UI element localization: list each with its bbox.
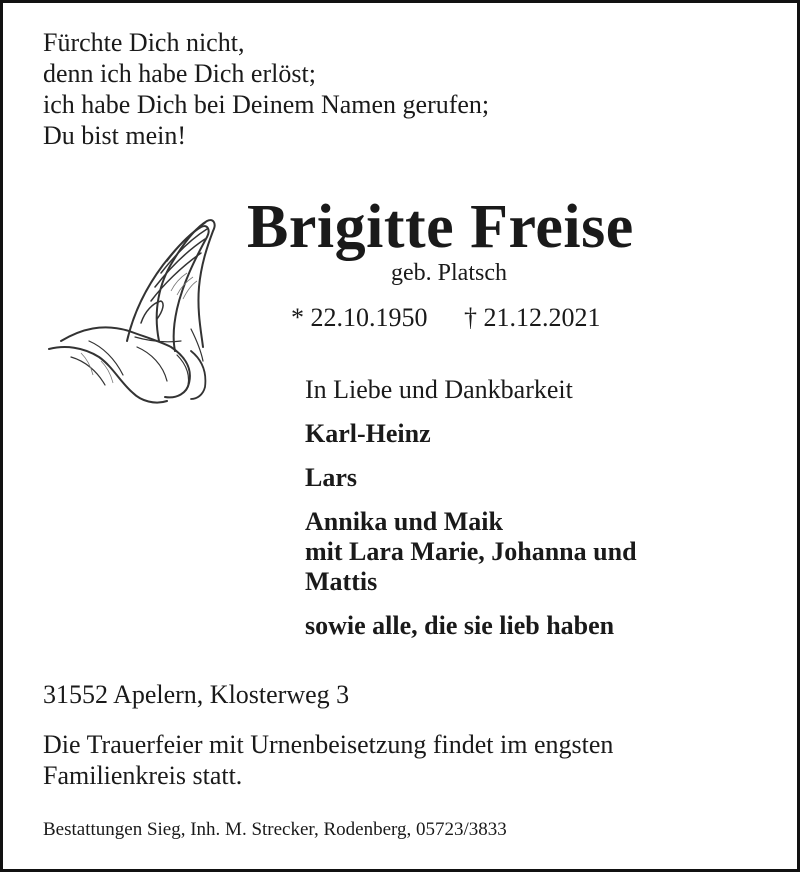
mourner-name: Karl-Heinz [305, 419, 431, 448]
verse-line: Du bist mein! [43, 121, 186, 150]
ceremony-line: Familienkreis statt. [43, 761, 243, 790]
birth-date: * 22.10.1950 [291, 303, 428, 332]
ceremony-notice [43, 729, 613, 791]
praying-hands-icon [41, 191, 227, 413]
undertaker-info: Bestattungen Sieg, Inh. M. Strecker, Rodenberg, 05723/3833 [43, 819, 507, 840]
family-line: Mattis [305, 567, 378, 596]
verse-line: Fürchte Dich nicht, [43, 28, 245, 57]
mourners-intro: In Liebe und Dankbarkeit [305, 375, 573, 404]
death-date: † 21.12.2021 [464, 303, 601, 332]
verse-line: denn ich habe Dich erlöst; [43, 59, 316, 88]
life-dates [291, 302, 601, 334]
mourner-name: Lars [305, 463, 357, 492]
ceremony-line: Die Trauerfeier mit Urnenbeisetzung findet im engsten [43, 730, 614, 759]
mourners-closing: sowie alle, die sie lieb haben [305, 611, 615, 640]
family-line: Annika und Maik [305, 507, 503, 536]
deceased-name: Brigitte Freise [247, 193, 634, 261]
family-line: mit Lara Marie, Johanna und [305, 537, 637, 566]
bible-verse [43, 27, 489, 151]
maiden-name: geb. Platsch [391, 260, 507, 286]
address: 31552 Apelern, Klosterweg 3 [43, 680, 350, 709]
verse-line: ich habe Dich bei Deinem Namen gerufen; [43, 90, 490, 119]
mourner-family [305, 507, 637, 597]
mourners-block [305, 375, 637, 655]
